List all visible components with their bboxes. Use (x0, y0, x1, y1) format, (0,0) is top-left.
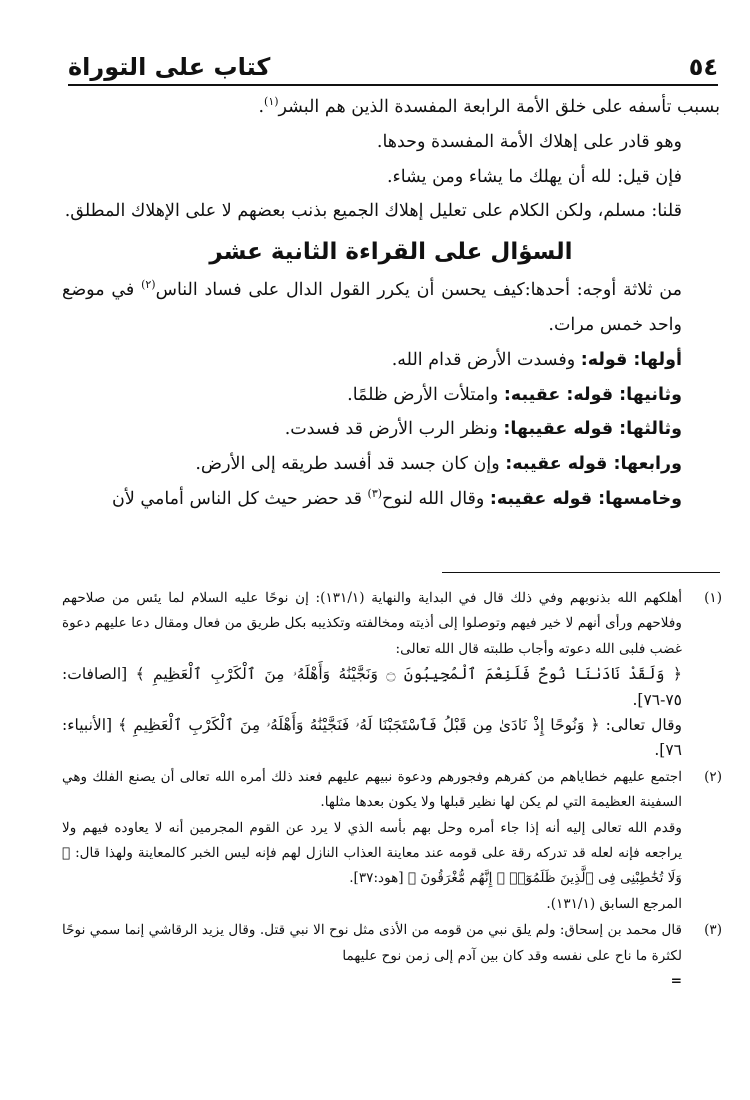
item-text: قد حضر حيث كل الناس أمامي لأن (111, 488, 368, 509)
list-item (62, 412, 720, 447)
footnote-number: (٢) (704, 768, 722, 785)
item-lead: وثانيها: قوله: عقيبه: (503, 384, 682, 405)
item-lead: وثالثها: قوله عقيبها: (503, 419, 682, 440)
footnote-ref: (٣) (367, 487, 383, 501)
footnote-separator (442, 572, 720, 573)
list-item (62, 447, 720, 482)
paragraph-text: بسبب تأسفه على خلق الأمة الرابعة المفسدة الذين هم البشر (278, 97, 720, 117)
footnote-ref: (٢) (141, 278, 156, 292)
paragraph-text: من ثلاثة أوجه: أحدها: (524, 280, 682, 301)
item-lead: أولها: قوله: (580, 349, 682, 370)
paragraph-text: في موضع واحد خمس مرات. (62, 280, 682, 335)
footnote-text: وقدم الله تعالى إليه أنه إذا جاء أمره وحل بهم بأسه الذي لا يرد عن القوم المجرمين أنه لا يعاوده فيهم ولا يراجعه فإنه لعله قد تدركه رقة على قومه عند معاينة العذاب النازل لهم فإنه ليس الخبر كالمعاينة ولهذا قال: ﴿ وَلَا تُخَٰطِبْنِى فِى ٱلَّذِينَ ظَلَمُوٓا۟ ۚ إِنَّهُم مُّغْرَقُونَ ﴾ [هود:٣٧]. (62, 819, 682, 887)
footnote-text: أهلكهم الله بذنوبهم وفي ذلك قال في البداية والنهاية (١٣١/١): إن نوحًا عليه السلام لما يئس من صلاحهم وفلاحهم ورأى أنهم لا خير فيهم وتوصلوا إلى أذيته ومخالفته وتكذيبه بكل طريق من فعال ومقال دعا عليهم دعوة غضب فلبى الله دعوته وأجاب طلبته قال الله تعالى: (62, 590, 682, 657)
main-text (62, 90, 720, 517)
footnote-text: المرجع السابق (١٣١/١). (546, 895, 682, 912)
item-text: وإن كان جسد قد أفسد طريقه إلى الأرض. (195, 454, 506, 475)
quran-quote: ﴿ وَلَقَدْ نَادَىٰنَا نُوحٌ فَلَنِعْمَ ٱلْمُجِيبُونَ ۝ وَنَجَّيْنَٰهُ وَأَهْلَهُۥ مِنَ ٱلْكَرْبِ ٱلْعَظِيمِ ﴾ [الصافات: ٧٥-٧٦]. (62, 665, 682, 709)
item-text: وقال الله لنوح (382, 488, 490, 509)
footnotes (62, 586, 722, 996)
footnote-number: (٣) (704, 922, 722, 939)
footnote-ref: (١) (264, 95, 279, 109)
book-title: كتاب على التوراة (68, 53, 271, 81)
paragraph (62, 90, 720, 125)
footnote-text: اجتمع عليهم خطاياهم من كفرهم وفجورهم ودعوة نبيهم عليهم فعند ذلك أمره الله تعالى أن يصنع الفلك وهي السفينة العظيمة التي لم يكن لها نظير قبلها ولا يكون بعدها مثلها. (62, 768, 682, 811)
running-header (68, 52, 718, 86)
continuation-mark: = (670, 973, 682, 990)
list-item (62, 378, 720, 413)
item-lead: ورابعها: قوله عقيبه: (505, 454, 682, 475)
paragraph-text: كيف يحسن أن يكرر القول الدال على فساد الناس (155, 280, 525, 301)
item-text: وامتلأت الأرض ظلمًا. (347, 384, 504, 405)
footnote-number: (١) (704, 590, 722, 606)
list-item (62, 343, 720, 378)
paragraph: فإن قيل: لله أن يهلك ما يشاء ومن يشاء. (386, 166, 682, 187)
footnote-text: قال محمد بن إسحاق: ولم يلق نبي من قومه من الأذى مثل نوح الا نبي قتل. وقال يزيد الرقاشي إنما سمي نوحًا لكثرة ما ناح على نفسه وقد كان بين آدم إلى زمن نوح عليهما (62, 922, 682, 964)
quran-quote: وقال تعالى: ﴿ وَنُوحًا إِذْ نَادَىٰ مِن قَبْلُ فَٱسْتَجَبْنَا لَهُۥ فَنَجَّيْنَٰهُ وَأَهْلَهُۥ مِنَ ٱلْكَرْبِ ٱلْعَظِيمِ ﴾ [الأنبياء: ٧٦]. (62, 716, 682, 760)
item-text: وفسدت الأرض قدام الله. (391, 349, 581, 370)
item-lead: وخامسها: قوله عقيبه: (489, 488, 682, 509)
paragraph: وهو قادر على إهلاك الأمة المفسدة وحدها. (376, 131, 682, 152)
footnote-3 (62, 918, 722, 994)
paragraph: قلنا: مسلم، ولكن الكلام على تعليل إهلاك الجميع بذنب بعضهم لا على الإهلاك المطلق. (64, 201, 682, 222)
section-heading: السؤال على القراءة الثانية عشر (209, 239, 573, 266)
paragraph-text: . (258, 97, 265, 117)
paragraph (62, 273, 720, 343)
footnote-1 (62, 586, 722, 764)
page-number: ٥٤ (688, 53, 718, 81)
list-item (62, 482, 720, 517)
footnote-2 (62, 765, 722, 917)
item-text: ونظر الرب الأرض قد فسدت. (284, 419, 504, 440)
